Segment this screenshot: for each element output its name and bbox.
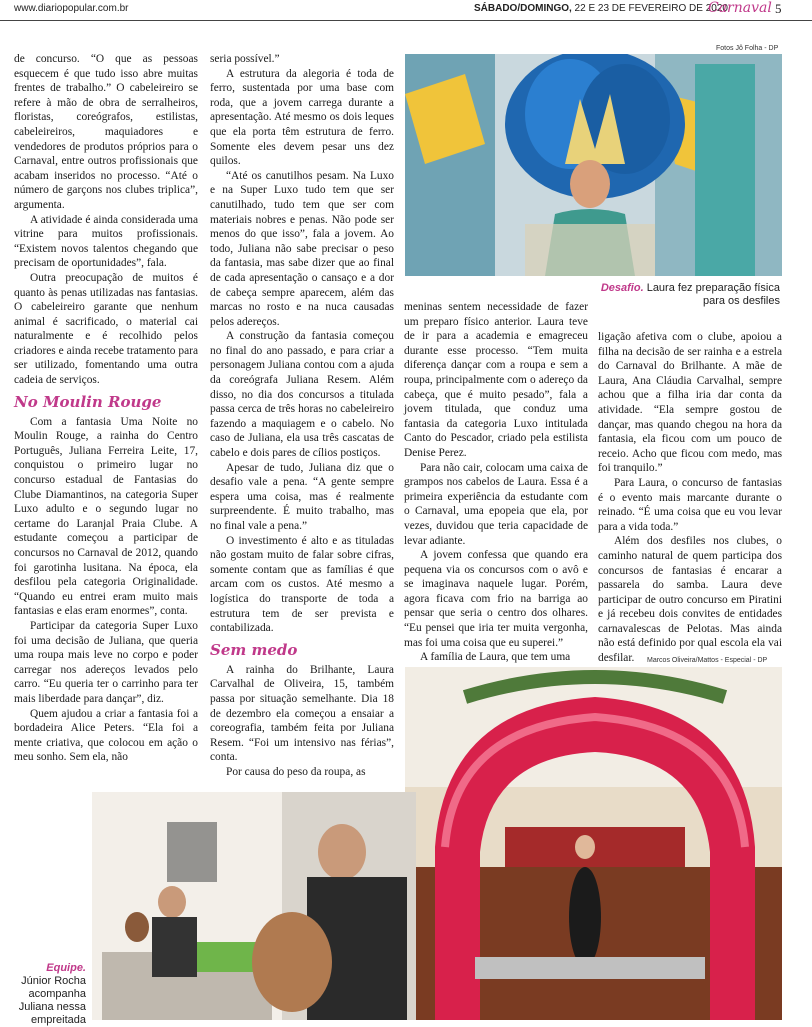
subheading-sem-medo: Sem medo (210, 640, 298, 659)
article-column-4 (598, 330, 782, 666)
photo-caption-top (600, 282, 780, 308)
paragraph: A construção da fantasia começou no final do ano passado, e para criar a personagem Juliana contou com a ajuda da coreógrafa Juliana Resem. Além disso, no dia dos concursos a titulada passa cerca de três horas no cabeleireiro fazendo a maquiagem e o cabelo. No caso de Juliana, ela usa três cascatas de cabelo e dois pares de cílios postiços. (210, 330, 394, 460)
paragraph: meninas sentem necessidade de fazer um preparo físico anterior. Laura teve de ir para a academia e emagreceu durante esse processo. “Tem muita diferença dançar com a roupa e sem a roupa, principalmente com o adereço da cabeça, que é muito pesado”, fala a jovem titulada, que conduz uma fantasia da categoria Luxo intitulada Canto do Pescador, criado pela estilista Denise Perez. (404, 301, 588, 459)
paragraph: Participar da categoria Super Luxo foi uma decisão de Juliana, que queria uma roupa mais leve no corpo e poder carregar nos adereços levados pelo carro. “Eu queria ter o carrinho para ter mais liberdade para dançar”, diz. (14, 619, 198, 705)
paragraph: A atividade é ainda considerada uma vitrine para muitos profissionais. “Existem novos talentos chegando que precisam de oportunidades”, fala. (14, 213, 198, 270)
article-column-1 (14, 52, 198, 765)
photo-carnival-feather-arch (405, 667, 782, 1020)
photo-credit-bottom: Marcos Oliveira/Mattos - Especial - DP (647, 657, 768, 664)
page-number: 5 (775, 1, 782, 16)
paragraph: Quem ajudou a criar a fantasia foi a bordadeira Alice Peters. “Ela foi a mente criativa, que colocou em ação o meu sonho. Sem ela, não (14, 707, 198, 764)
paragraph: O investimento é alto e as tituladas não gostam muito de falar sobre cifras, somente contam que as famílias é que arcam com os custos. Até mesmo a logística do transporte de toda a estrutura tem de ser prevista e contabilizada. (210, 534, 394, 635)
paragraph: de concurso. “O que as pessoas esquecem é que tudo isso abre muitas frentes de trabalho.” O cabeleireiro se refere à mão de obra de serralheiros, floristas, coreógrafos, estilistas, cabeleireiros, maquiadores e vendedores de produtos próprios para o Carnaval, entre outros profissionais que acabam inseridos no processo. “Até o número de garçons nos clubes triplica”, argumenta. (14, 53, 198, 211)
section-name: Carnaval (708, 0, 772, 16)
paragraph: ligação afetiva com o clube, apoiou a filha na decisão de ser rainha e a estrela do Carnaval do Brilhante. A mãe de Laura, Ana Cláudia Carvalhal, sempre achou que a filha iria dar conta da atividade. “Ela sempre gostou de dançar, mas quando chegou na hora da fantasia, ela ficou com um pouco de receio. Acho que ficou com medo, mas foi tranquilo.” (598, 331, 782, 475)
page-header (0, 0, 812, 20)
paragraph: Outra preocupação de muitos é quanto às penas utilizadas nas fantasias. O cabeleireiro garante que nenhum animal é sacrificado, o material cai naturalmente e é recolhido pelos criadores e ainda recebe tratamento para ser utilizado, fomentando uma outra cadeia de serviços. (14, 271, 198, 387)
paragraph: A jovem confessa que quando era pequena via os concursos com o avô e se imaginava naquele lugar. Porém, agora ficava com frio na barriga ao pensar que seria o centro dos olhares. “Eu pensei que iria ter muita vergonha, mas foi uma coisa que eu superei.” (404, 549, 588, 649)
caption-text: Laura fez preparação física para os desfiles (643, 282, 780, 307)
caption-lead: Equipe. (46, 962, 86, 974)
paragraph: Além dos desfiles nos clubes, o caminho natural de quem participa dos concursos de fantasias é encarar a passarela do samba. Laura deve participar de outro concurso em Piratini e já recebeu dois convites de entidades carnavalescas de Pelotas. Mas ainda não está definido por qual escola ela vai desfilar. (598, 535, 782, 665)
photo-caption-left (14, 962, 86, 1027)
paragraph: “Até os canutilhos pesam. Na Luxo e na Super Luxo tudo tem que ser canutilhado, tudo tem que ser com materiais nobres e penas. Não pode ser menos do que isso”, fala a jovem. Ao todo, Juliana não sabe precisar o peso da fantasia, mas sabe dizer que ao final de cada apresentação o cansaço e a dor de cabeça sempre aparecem, além das marcas no rosto e na nuca causadas pelos adereços. (210, 169, 394, 328)
photo-hairdresser-team (92, 792, 416, 1020)
caption-text: Júnior Rocha acompanha Juliana nessa empreitada (18, 975, 86, 1026)
article-column-2 (210, 52, 394, 780)
paragraph: Com a fantasia Uma Noite no Moulin Rouge, a rainha do Centro Português, Juliana Ferreira Leite, 17, conquistou o primeiro lugar no concurso estadual de Fantasias do Clube Diamantinos, na categoria Super Luxo adulto e o segundo lugar no certame do Laranjal Praia Clube. A estudante começou a participar de concursos no Carnaval de 2012, quando foi garotinha lusitana. Na época, ela desfilou pela categoria Originalidade. “Quando eu entrei eram muito mais fantasias e elas eram enormes”, conta. (14, 415, 198, 618)
photo-credit-top: Fotos Jô Folha - DP (716, 45, 779, 52)
paragraph: Apesar de tudo, Juliana diz que o desafio vale a pena. “A gente sempre espera uma coisa, mas é realmente surpreendente. É muito trabalho, mas no final vale a pena.” (210, 461, 394, 532)
paragraph: Para não cair, colocam uma caixa de grampos nos cabelos de Laura. Essa é a primeira experiência da estudante com o Carnaval, uma epopeia que ela, por vezes, duvidou que teria capacidade de levar adiante. (404, 461, 588, 547)
paragraph: seria possível.” (210, 53, 280, 65)
hairdresser-illustration (92, 792, 416, 1020)
paragraph: A rainha do Brilhante, Laura Carvalhal de Oliveira, 15, também passa por situação semelhante. Dia 18 de dezembro ela começou a ensaiar a coreografia, também feita por Juliana Resem. “Foi um intensivo nas férias”, conta. (210, 663, 394, 764)
issue-date (474, 3, 728, 14)
paragraph: A estrutura da alegoria é toda de ferro, sustentada por uma base com roda, que a jovem carrega durante a apresentação. Até mesmo os dois leques que ela porta têm estrutura de ferro. Somente eles devem pesar uns dez quilos. (210, 67, 394, 168)
paragraph: A família de Laura, que tem uma (420, 651, 571, 664)
site-url[interactable]: www.diariopopular.com.br (14, 3, 129, 14)
header-rule (0, 20, 812, 21)
issue-date-days: SÁBADO/DOMINGO, (474, 3, 572, 14)
feather-headdress-illustration (405, 54, 782, 276)
article-column-3 (404, 300, 588, 665)
issue-date-rest: 22 E 23 DE FEVEREIRO DE 2020 (571, 3, 728, 14)
photo-carnival-queen-feathers (405, 54, 782, 276)
paragraph: Para Laura, o concurso de fantasias é o evento mais marcante durante o reinado. “É uma coisa que eu vou levar para a vida toda.” (598, 476, 782, 533)
paragraph: Por causa do peso da roupa, as (226, 765, 366, 778)
feather-arch-illustration (405, 667, 782, 1020)
subheading-moulin-rouge: No Moulin Rouge (14, 392, 162, 411)
caption-lead: Desafio. (600, 282, 644, 294)
